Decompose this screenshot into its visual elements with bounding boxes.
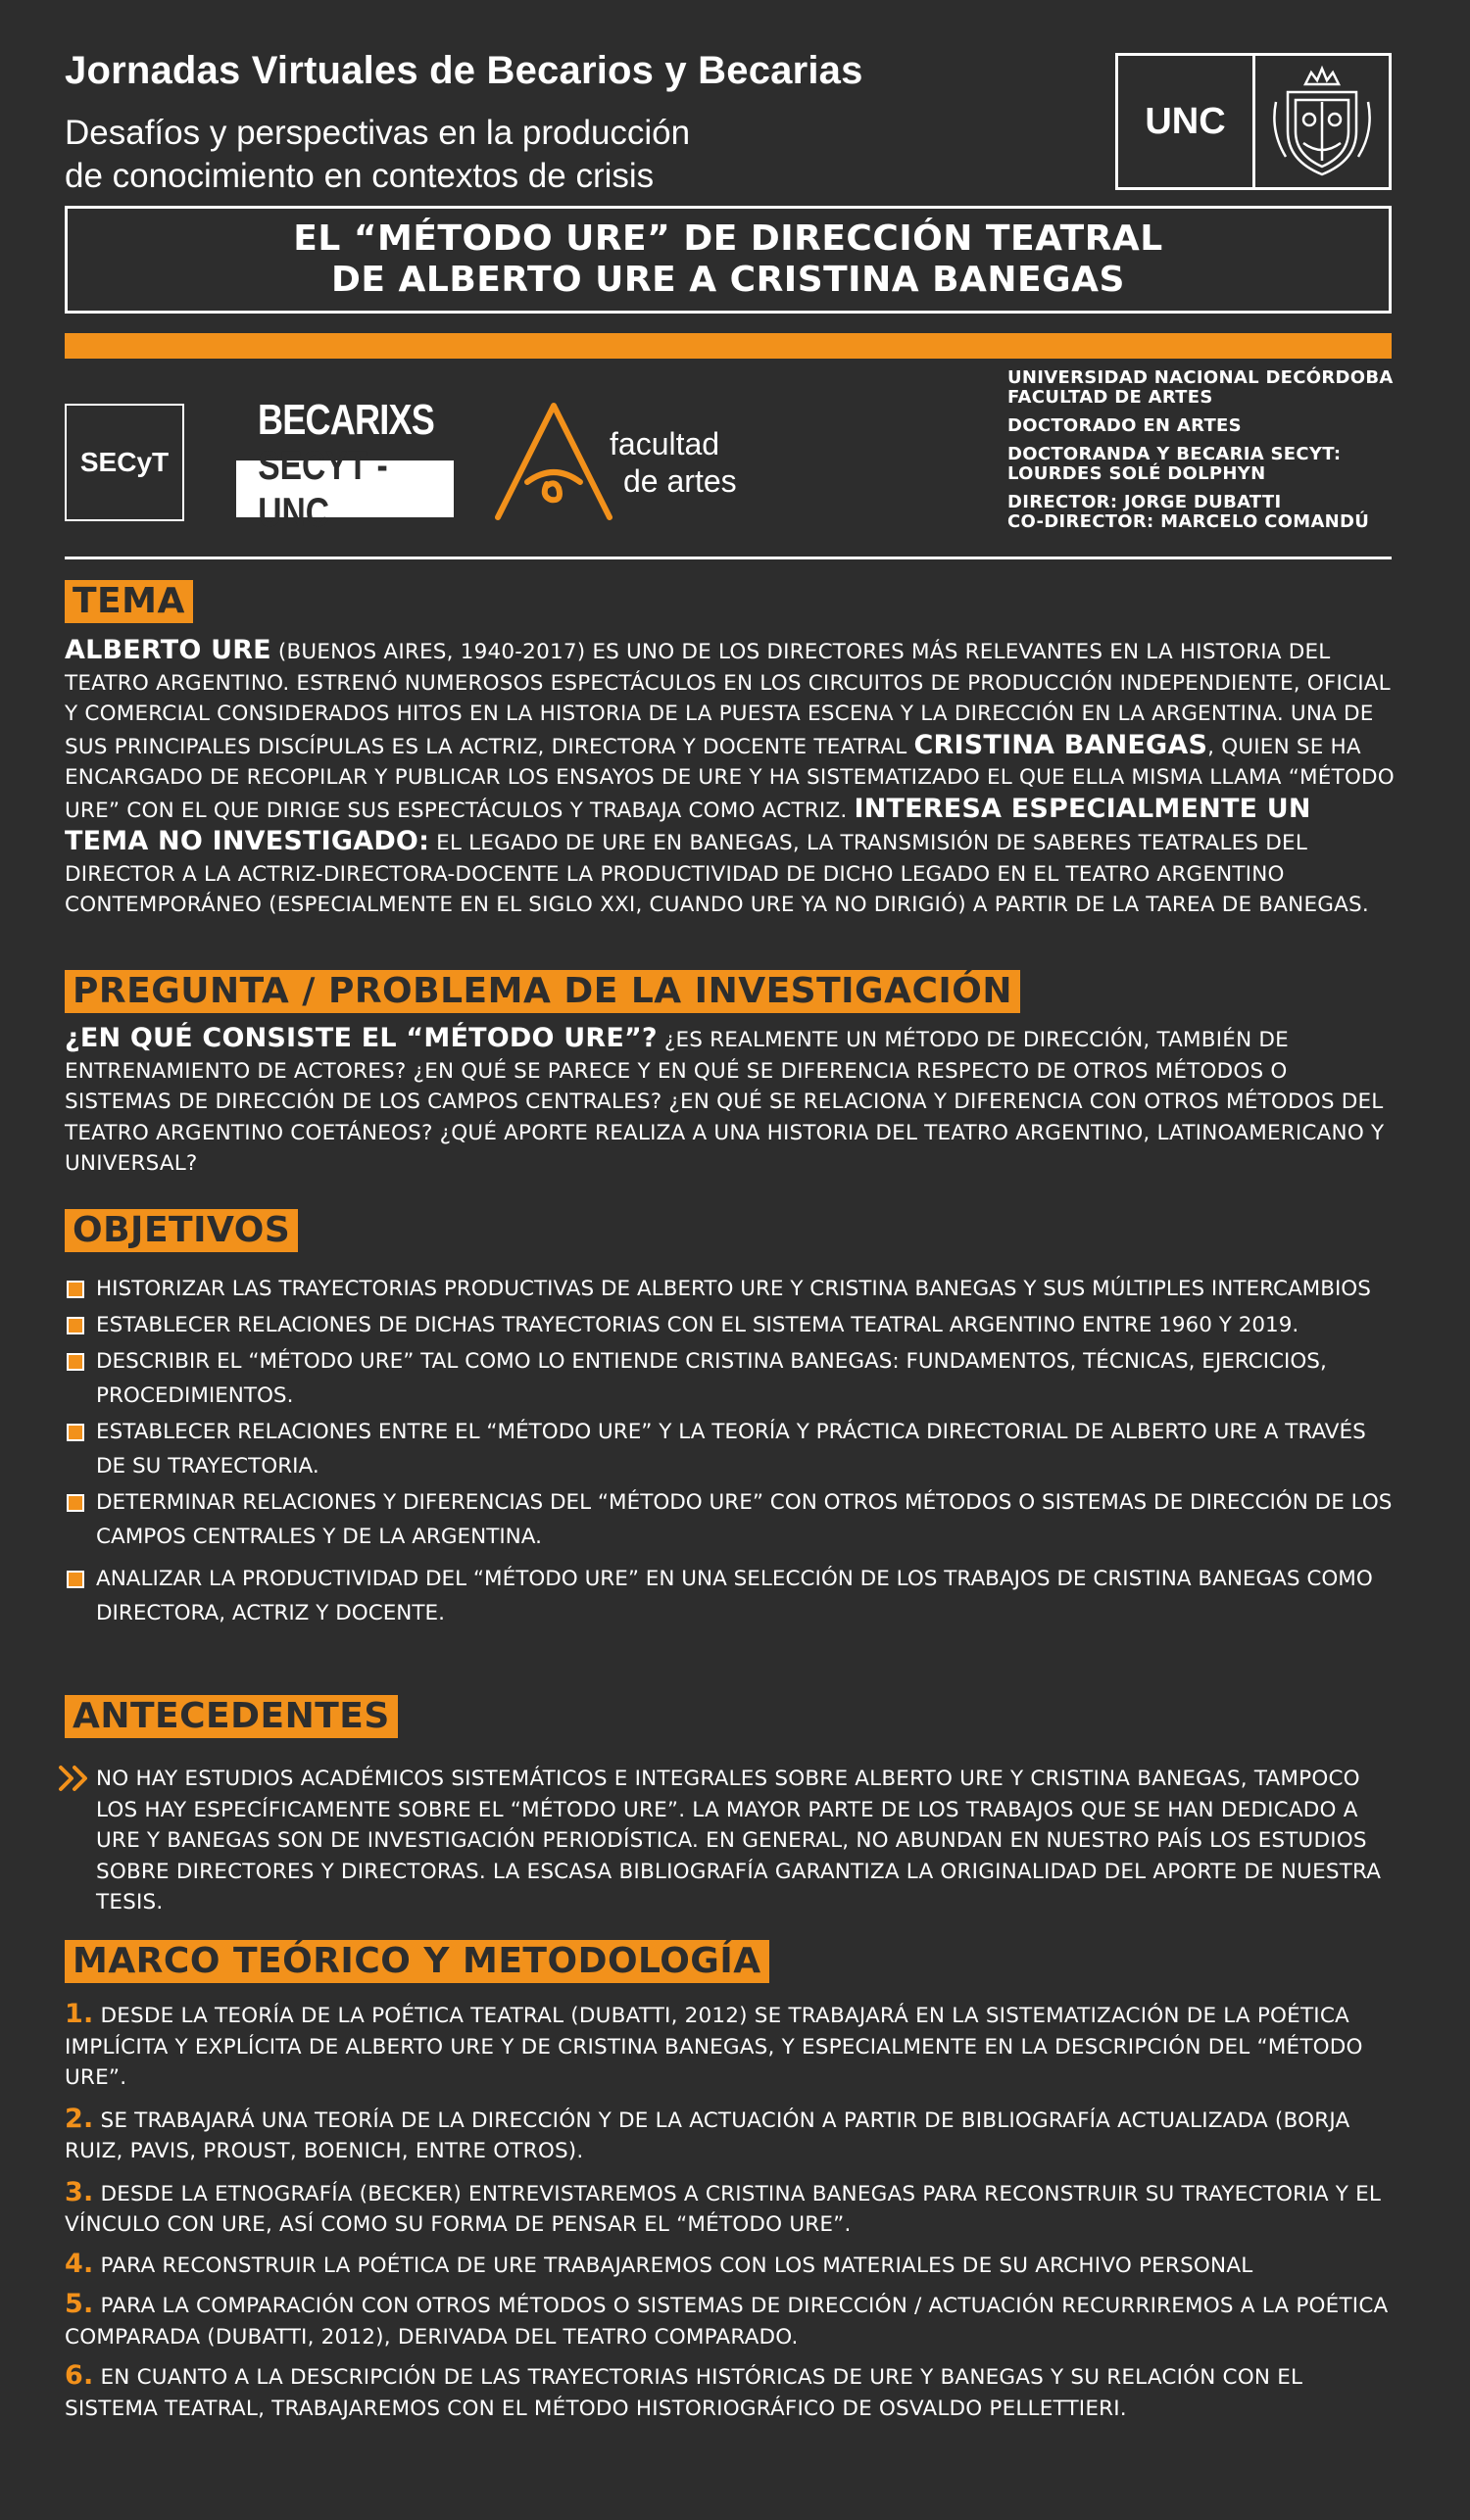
subtitle-line-1: Desafíos y perspectivas en la producción <box>65 114 691 152</box>
facultad-de-artes-logo-icon <box>490 398 617 525</box>
objetivo-text: HISTORIZAR LAS TRAYECTORIAS PRODUCTIVAS DE ALBERTO URE Y CRISTINA BANEGAS Y SUS MÚLTIPLES INTERCAMBIOS <box>96 1277 1371 1301</box>
section-label-objetivos: OBJETIVOS <box>65 1209 298 1252</box>
section-label-antecedentes: ANTECEDENTES <box>65 1695 398 1738</box>
marco-item <box>65 1999 1397 2094</box>
info-director: DIRECTOR: JORGE DUBATTI <box>1007 492 1282 512</box>
marco-item-text: EN CUANTO A LA DESCRIPCIÓN DE LAS TRAYECTORIAS HISTÓRICAS DE URE Y BANEGAS Y SU RELACIÓN CON EL SISTEMA TEATRAL, TRABAJAREMOS CON EL MÉTODO HISTORIOGRÁFICO DE OSVALDO PELLETTIERI. <box>65 2365 1303 2421</box>
objetivos-list <box>65 1272 1397 1630</box>
pregunta-text <box>65 1023 1397 1180</box>
marco-item <box>65 2249 1397 2282</box>
marco-item-number: 5. <box>65 2289 94 2319</box>
tema-text-2: , QUIEN SE HA ENCARGADO DE RECOPILAR Y PUBLICAR LOS ENSAYOS DE URE Y HA SISTEMATIZADO EL QUE ELLA MISMA LLAMA “MÉTODO URE” CON EL QUE DIRIGE SUS ESPECTÁCULOS Y TRABAJA COMO ACTRIZ. <box>65 734 1395 823</box>
section-label-pregunta: PREGUNTA / PROBLEMA DE LA INVESTIGACIÓN <box>65 970 1020 1013</box>
marco-item-text: SE TRABAJARÁ UNA TEORÍA DE LA DIRECCIÓN Y DE LA ACTUACIÓN A PARTIR DE BIBLIOGRAFÍA ACTUALIZADA (BORJA RUIZ, PAVIS, PROUST, BOENICH, ENTRE OTROS). <box>65 2108 1350 2163</box>
becarixs-logo-bottom-text: SECYT -UNC <box>258 442 388 535</box>
facultad-line-1: facultad <box>610 426 720 461</box>
marco-item-number: 1. <box>65 1999 94 2029</box>
marco-item-number: 4. <box>65 2248 94 2279</box>
header-divider-rule <box>65 557 1392 559</box>
becarixs-logo-bottom <box>236 442 454 535</box>
tema-highlight-1: ALBERTO URE <box>65 635 271 665</box>
square-bullet-icon <box>67 1494 84 1512</box>
main-title-line-1: EL “MÉTODO URE” DE DIRECCIÓN TEATRAL <box>293 218 1163 259</box>
double-chevron-right-icon <box>57 1764 94 1793</box>
objetivo-item <box>65 1308 1397 1342</box>
square-bullet-icon <box>67 1353 84 1371</box>
marco-item <box>65 2104 1397 2167</box>
becarixs-logo-top: BECARIXS <box>258 396 434 444</box>
objetivo-item <box>65 1562 1397 1630</box>
marco-item <box>65 2177 1397 2241</box>
event-title: Jornadas Virtuales de Becarios y Becarias <box>65 49 863 92</box>
marco-list <box>65 1999 1397 2424</box>
info-codirector: CO-DIRECTOR: MARCELO COMANDÚ <box>1007 511 1370 532</box>
tema-highlight-3: INTERESA ESPECIALMENTE UN TEMA NO INVESTIGADO: <box>65 793 1311 856</box>
objetivo-item <box>65 1272 1397 1306</box>
facultad-de-artes-text <box>610 425 737 500</box>
section-label-marco: MARCO TEÓRICO Y METODOLOGÍA <box>65 1940 769 1983</box>
info-doctoranda-name: LOURDES SOLÉ DOLPHYN <box>1007 463 1266 484</box>
info-faculty: FACULTAD DE ARTES <box>1007 387 1213 408</box>
square-bullet-icon <box>67 1281 84 1298</box>
secyt-logo: SECyT <box>65 404 184 521</box>
marco-item-number: 3. <box>65 2176 94 2207</box>
square-bullet-icon <box>67 1424 84 1441</box>
marco-item-number: 6. <box>65 2360 94 2391</box>
objetivo-text: DETERMINAR RELACIONES Y DIFERENCIAS DEL “MÉTODO URE” CON OTROS MÉTODOS O SISTEMAS DE DIRECCIÓN DE LOS CAMPOS CENTRALES Y DE LA ARGENTINA. <box>96 1490 1393 1549</box>
marco-item-number: 2. <box>65 2103 94 2134</box>
tema-highlight-2: CRISTINA BANEGAS <box>913 729 1208 760</box>
objetivo-text: ESTABLECER RELACIONES DE DICHAS TRAYECTORIAS CON EL SISTEMA TEATRAL ARGENTINO ENTRE 1960 Y 2019. <box>96 1313 1299 1337</box>
tema-text-3: EL LEGADO DE URE EN BANEGAS, LA TRANSMISIÓN DE SABERES TEATRALES DEL DIRECTOR A LA ACTRIZ-DIRECTORA-DOCENTE LA PRODUCTIVIDAD DE DICHO LEGADO EN EL TEATRO ARGENTINO CONTEMPORÁNEO (ESPECIALMENTE EN EL SIGLO XXI, CUANDO URE YA NO DIRIGIÓ) A PARTIR DE LA TAREA DE BANEGAS. <box>65 831 1369 917</box>
pregunta-body: ¿ES REALMENTE UN MÉTODO DE DIRECCIÓN, TAMBIÉN DE ENTRENAMIENTO DE ACTORES? ¿EN QUÉ SE PARECE Y EN QUÉ SE DIFERENCIA RESPECTO DE OTROS MÉTODOS O SISTEMAS DE DIRECCIÓN DE LOS CAMPOS CENTRALES? ¿EN QUÉ SE RELACIONA Y DIFERENCIA CON OTROS MÉTODOS DEL TEATRO ARGENTINO COETÁNEOS? ¿QUÉ APORTE REALIZA A UNA HISTORIA DEL TEATRO ARGENTINO, LATINOAMERICANO Y UNIVERSAL? <box>65 1028 1385 1176</box>
square-bullet-icon <box>67 1317 84 1334</box>
objetivo-item <box>65 1415 1397 1483</box>
objetivo-text: DESCRIBIR EL “MÉTODO URE” TAL COMO LO ENTIENDE CRISTINA BANEGAS: FUNDAMENTOS, TÉCNICAS, EJERCICIOS, PROCEDIMIENTOS. <box>96 1349 1327 1408</box>
info-doctorate: DOCTORADO EN ARTES <box>1007 415 1242 436</box>
orange-divider-bar <box>65 333 1392 359</box>
info-doctoranda-label: DOCTORANDA Y BECARIA SECYT: <box>1007 444 1342 464</box>
marco-item-text: DESDE LA TEORÍA DE LA POÉTICA TEATRAL (DUBATTI, 2012) SE TRABAJARÁ EN LA SISTEMATIZACIÓN DE LA POÉTICA IMPLÍCITA Y EXPLÍCITA DE ALBERTO URE Y DE CRISTINA BANEGAS, Y ESPECIALMENTE EN LA DESCRIPCIÓN DEL “MÉTODO URE”. <box>65 2004 1363 2090</box>
objetivo-item <box>65 1344 1397 1413</box>
marco-item <box>65 2360 1397 2424</box>
pregunta-highlight: ¿EN QUÉ CONSISTE EL “MÉTODO URE”? <box>65 1023 658 1053</box>
tema-text <box>65 635 1397 921</box>
unc-logo <box>1115 53 1392 190</box>
marco-item-text: DESDE LA ETNOGRAFÍA (BECKER) ENTREVISTAREMOS A CRISTINA BANEGAS PARA RECONSTRUIR SU TRAYECTORIA Y EL VÍNCULO CON URE, ASÍ COMO SU FORMA DE PENSAR EL “MÉTODO URE”. <box>65 2181 1382 2237</box>
antecedentes-text: NO HAY ESTUDIOS ACADÉMICOS SISTEMÁTICOS E INTEGRALES SOBRE ALBERTO URE Y CRISTINA BANEGAS, TAMPOCO LOS HAY ESPECÍFICAMENTE SOBRE EL “MÉTODO URE”. LA MAYOR PARTE DE LOS TRABAJOS QUE SE HAN DEDICADO A URE Y BANEGAS SON DE INVESTIGACIÓN PERIODÍSTICA. EN GENERAL, NO ABUNDAN EN NUESTRO PAÍS LOS ESTUDIOS SOBRE DIRECTORES Y DIRECTORAS. LA ESCASA BIBLIOGRAFÍA GARANTIZA LA ORIGINALIDAD DEL APORTE DE NUESTRA TESIS. <box>96 1767 1382 1914</box>
marco-item-text: PARA RECONSTRUIR LA POÉTICA DE URE TRABAJAREMOS CON LOS MATERIALES DE SU ARCHIVO PERSONAL <box>93 2253 1253 2278</box>
objetivo-item <box>65 1485 1397 1554</box>
objetivo-text: ANALIZAR LA PRODUCTIVIDAD DEL “MÉTODO URE” EN UNA SELECCIÓN DE LOS TRABAJOS DE CRISTINA BANEGAS COMO DIRECTORA, ACTRIZ Y DOCENTE. <box>96 1567 1373 1625</box>
marco-item-text: PARA LA COMPARACIÓN CON OTROS MÉTODOS O SISTEMAS DE DIRECCIÓN / ACTUACIÓN RECURRIREMOS A LA POÉTICA COMPARADA (DUBATTI, 2012), DERIVADA DEL TEATRO COMPARADO. <box>65 2294 1389 2350</box>
event-subtitle <box>65 112 690 198</box>
marco-item <box>65 2289 1397 2352</box>
unc-label: UNC <box>1118 56 1255 187</box>
institution-info <box>1007 368 1399 541</box>
info-university: UNIVERSIDAD NACIONAL DECÓRDOBA <box>1007 367 1394 388</box>
tema-text-1: (BUENOS AIRES, 1940-2017) ES UNO DE LOS DIRECTORES MÁS RELEVANTES EN LA HISTORIA DEL TEATRO ARGENTINO. ESTRENÓ NUMEROSOS ESPECTÁCULOS EN LOS CIRCUITOS DE PRODUCCIÓN INDEPENDIENTE, OFICIAL Y COMERCIAL CONSIDERADOS HITOS EN LA HISTORIA DE LA PUESTA ESCENA Y LA DIRECCIÓN EN LA ARGENTINA. UNA DE SUS PRINCIPALES DISCÍPULAS ES LA ACTRIZ, DIRECTORA Y DOCENTE TEATRAL <box>65 640 1391 759</box>
section-label-tema: TEMA <box>65 580 193 623</box>
square-bullet-icon <box>67 1571 84 1588</box>
objetivo-text: ESTABLECER RELACIONES ENTRE EL “MÉTODO URE” Y LA TEORÍA Y PRÁCTICA DIRECTORIAL DE ALBERTO URE A TRAVÉS DE SU TRAYECTORIA. <box>96 1420 1366 1478</box>
subtitle-line-2: de conocimiento en contextos de crisis <box>65 157 655 195</box>
main-title-line-2: DE ALBERTO URE A CRISTINA BANEGAS <box>331 260 1125 300</box>
main-title-box <box>65 206 1392 314</box>
unc-seal-icon <box>1255 56 1389 187</box>
facultad-line-2: de artes <box>623 463 737 499</box>
